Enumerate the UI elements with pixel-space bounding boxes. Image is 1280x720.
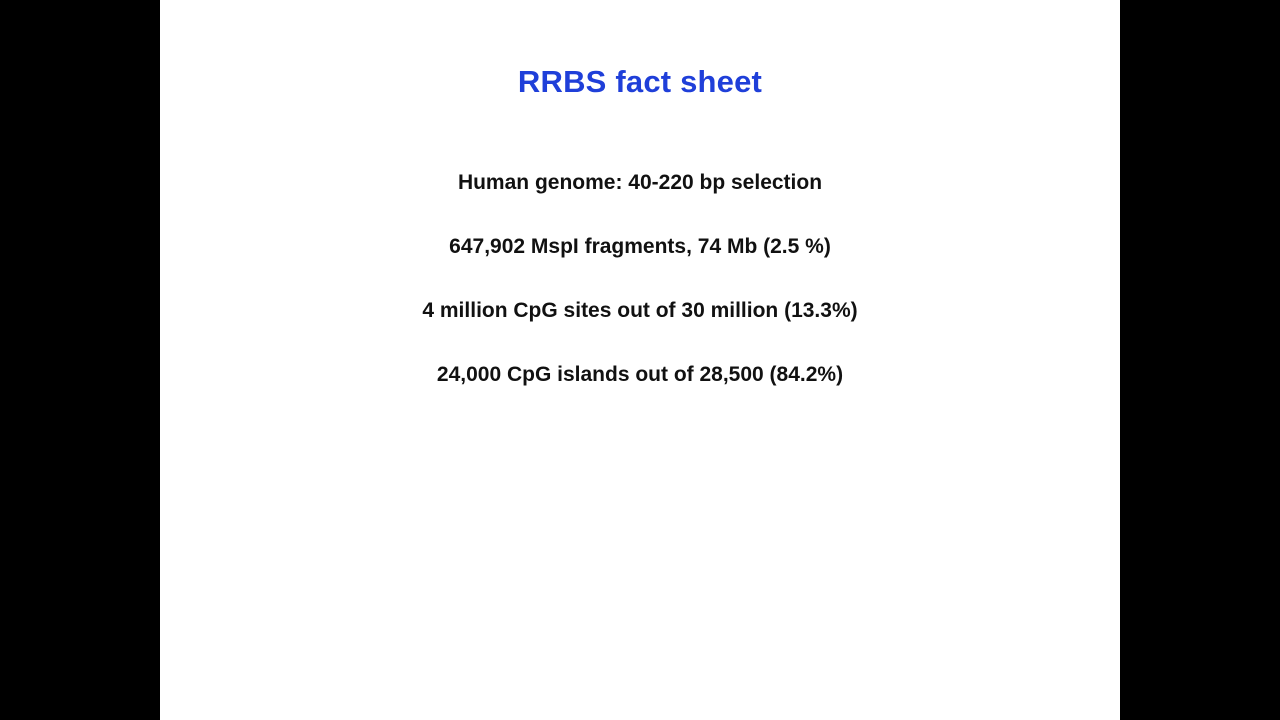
fact-cpg-islands: 24,000 CpG islands out of 28,500 (84.2%)	[436, 363, 844, 386]
slide	[160, 0, 1120, 720]
slide-title: RRBS fact sheet	[517, 64, 763, 99]
fact-genome-selection: Human genome: 40-220 bp selection	[457, 171, 823, 194]
fact-cpg-sites: 4 million CpG sites out of 30 million (13.3%)	[422, 299, 858, 322]
fact-mspi-fragments: 647,902 MspI fragments, 74 Mb (2.5 %)	[449, 235, 831, 258]
